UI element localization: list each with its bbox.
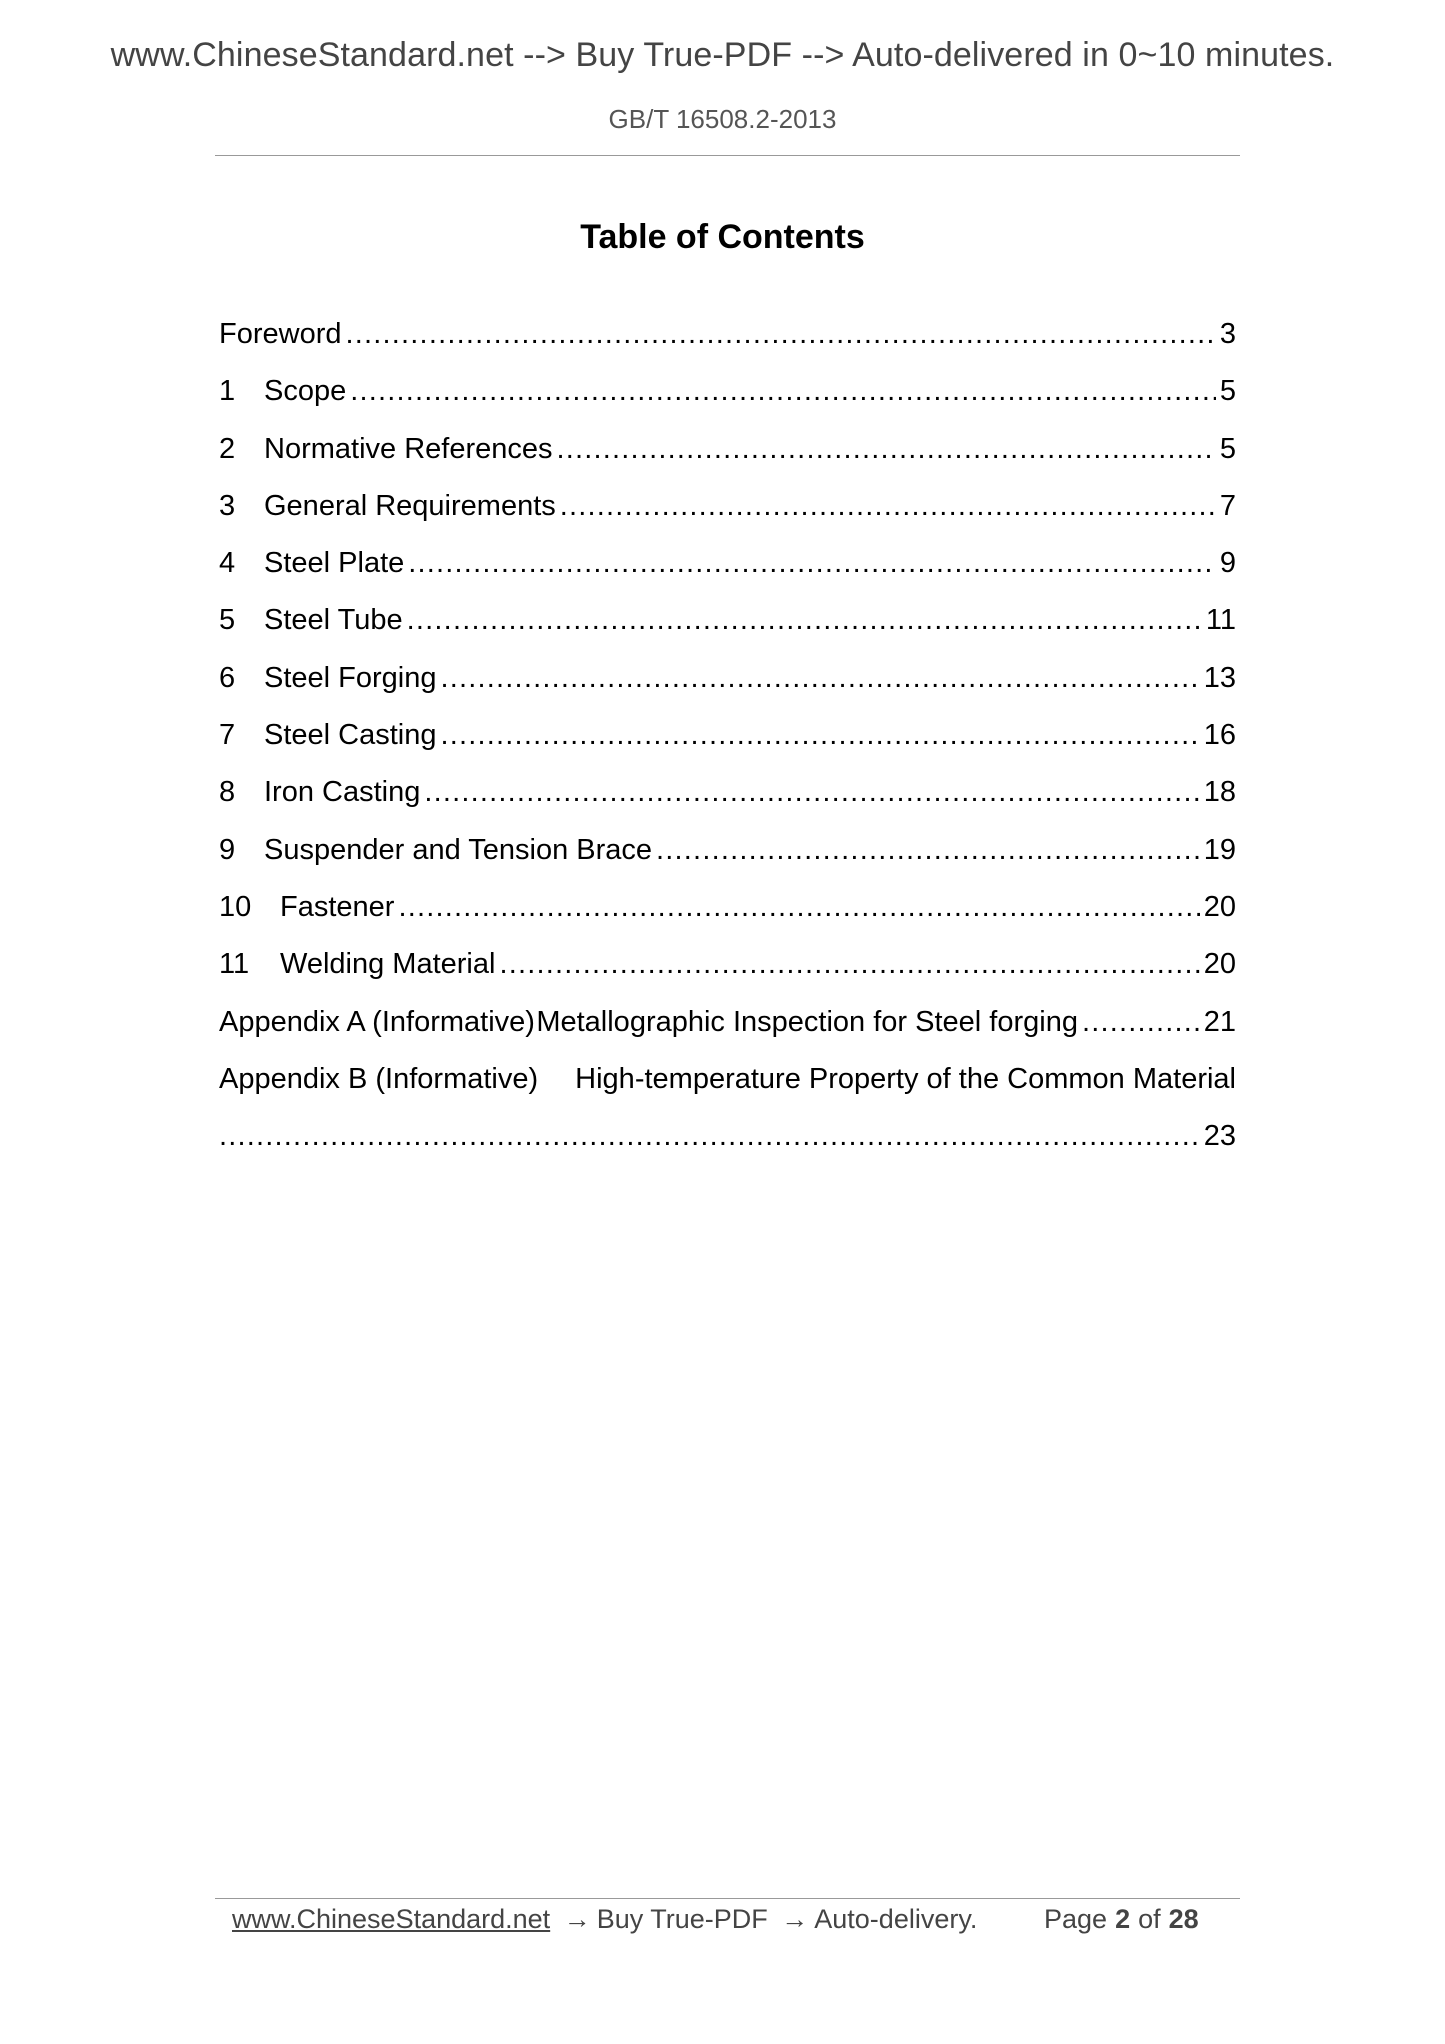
toc-entry-number: 4: [219, 547, 236, 580]
toc-entry-normative-references[interactable]: [219, 433, 1236, 490]
footer-site-link[interactable]: www.ChineseStandard.net: [232, 1904, 551, 1934]
page-footer: [232, 1904, 1232, 1935]
toc-dot-leader: [499, 948, 1199, 981]
toc-entry-label: Iron Casting: [264, 776, 421, 809]
toc-appendix-prefix: Appendix A (Informative): [219, 1005, 535, 1038]
toc-dot-leader: [441, 719, 1200, 752]
toc-entry-number: 6: [219, 661, 236, 694]
top-banner: www.ChineseStandard.net --> Buy True-PDF --> Auto-delivered in 0~10 minutes.: [110, 36, 1335, 74]
footer-page-total: 28: [1168, 1904, 1199, 1934]
toc-appendix-prefix: Appendix B (Informative): [219, 1062, 539, 1095]
toc-entry-label: Foreword: [219, 318, 342, 350]
toc-entry-label: Steel Casting: [264, 719, 437, 752]
toc-entry-page: 16: [1203, 719, 1236, 752]
toc-entry-appendix-a[interactable]: [219, 1006, 1236, 1063]
arrow-right-icon: →: [563, 1904, 591, 1934]
toc-entry-label: Steel Tube: [264, 604, 403, 637]
toc-entry-steel-forging[interactable]: [219, 662, 1236, 719]
toc-entry-page: 7: [1219, 489, 1236, 522]
toc-dot-leader: [346, 318, 1216, 351]
header-divider: [215, 155, 1240, 156]
toc-entry-steel-tube[interactable]: [219, 604, 1236, 661]
toc-dot-leader: [398, 891, 1199, 924]
toc-entry-steel-casting[interactable]: [219, 719, 1236, 776]
toc-entry-label: Scope: [264, 375, 347, 408]
toc-entry-suspender-and-tension-brace[interactable]: [219, 834, 1236, 891]
toc-entry-page: 18: [1203, 776, 1236, 809]
footer-page-indicator: [1044, 1904, 1207, 1935]
toc-entry-general-requirements[interactable]: [219, 490, 1236, 547]
toc-dot-leader: [424, 776, 1199, 809]
toc-entry-page: 19: [1203, 833, 1236, 866]
toc-title: Table of Contents: [580, 218, 865, 256]
toc-entry-number: 8: [219, 776, 236, 809]
toc-entry-page: 9: [1219, 547, 1236, 580]
toc-entry-appendix-b[interactable]: [219, 1063, 1236, 1120]
toc-entry-label: Normative References: [264, 432, 553, 465]
toc-dot-leader: [656, 834, 1200, 867]
footer-page-current: 2: [1115, 1904, 1131, 1934]
toc-dot-leader: [557, 433, 1216, 466]
footer-buy-text: Buy True-PDF: [596, 1904, 768, 1934]
toc-entry-appendix-b-leader[interactable]: [219, 1120, 1236, 1177]
toc-appendix-title: Metallographic Inspection for Steel forging: [536, 1005, 1078, 1038]
toc-entry-label: Welding Material: [280, 948, 496, 981]
toc-entry-steel-plate[interactable]: [219, 547, 1236, 604]
toc-entry-label: Steel Forging: [264, 661, 437, 694]
footer-delivery-text: Auto-delivery.: [814, 1904, 978, 1934]
toc-entry-number: 9: [219, 833, 236, 866]
toc-entry-foreword[interactable]: [219, 318, 1236, 375]
footer-of-word: of: [1138, 1904, 1161, 1934]
toc-entry-number: 7: [219, 719, 236, 752]
toc-entry-scope[interactable]: [219, 375, 1236, 432]
toc-entry-label: Steel Plate: [264, 547, 405, 580]
toc-entry-page: 5: [1219, 375, 1236, 408]
footer-divider: [215, 1898, 1240, 1899]
toc-entry-number: 1: [219, 375, 236, 408]
toc-entry-number: 10: [219, 890, 252, 923]
toc-entry-number: 2: [219, 432, 236, 465]
arrow-right-icon: →: [781, 1904, 809, 1934]
toc-dot-leader: [219, 1120, 1200, 1153]
toc-dot-leader: [560, 490, 1216, 523]
toc-entry-page: 5: [1219, 432, 1236, 465]
standard-code: GB/T 16508.2-2013: [608, 104, 837, 134]
toc-dot-leader: [1082, 1006, 1200, 1039]
toc-entry-number: 3: [219, 489, 236, 522]
toc-entry-label: Suspender and Tension Brace: [264, 833, 653, 866]
toc-entry-page: 11: [1205, 604, 1236, 637]
toc-entry-page: 23: [1203, 1120, 1236, 1153]
toc-entry-page: 13: [1203, 661, 1236, 694]
toc-entry-label: General Requirements: [264, 489, 556, 522]
toc-appendix-title: High-temperature Property of the Common Material: [575, 1062, 1236, 1095]
toc-dot-leader: [408, 547, 1216, 580]
toc-dot-leader: [350, 375, 1216, 408]
toc-dot-leader: [407, 604, 1202, 637]
table-of-contents: [219, 318, 1236, 1177]
footer-page-word: Page: [1044, 1904, 1108, 1934]
toc-dot-leader: [441, 662, 1200, 695]
toc-entry-fastener[interactable]: [219, 891, 1236, 948]
toc-entry-page: 20: [1203, 890, 1236, 923]
toc-entry-page: 3: [1219, 318, 1236, 350]
toc-entry-number: 11: [219, 948, 250, 981]
toc-entry-number: 5: [219, 604, 236, 637]
toc-entry-label: Fastener: [280, 890, 395, 923]
toc-entry-page: 21: [1203, 1005, 1236, 1038]
toc-entry-iron-casting[interactable]: [219, 776, 1236, 833]
toc-entry-page: 20: [1203, 948, 1236, 981]
toc-entry-welding-material[interactable]: [219, 948, 1236, 1005]
